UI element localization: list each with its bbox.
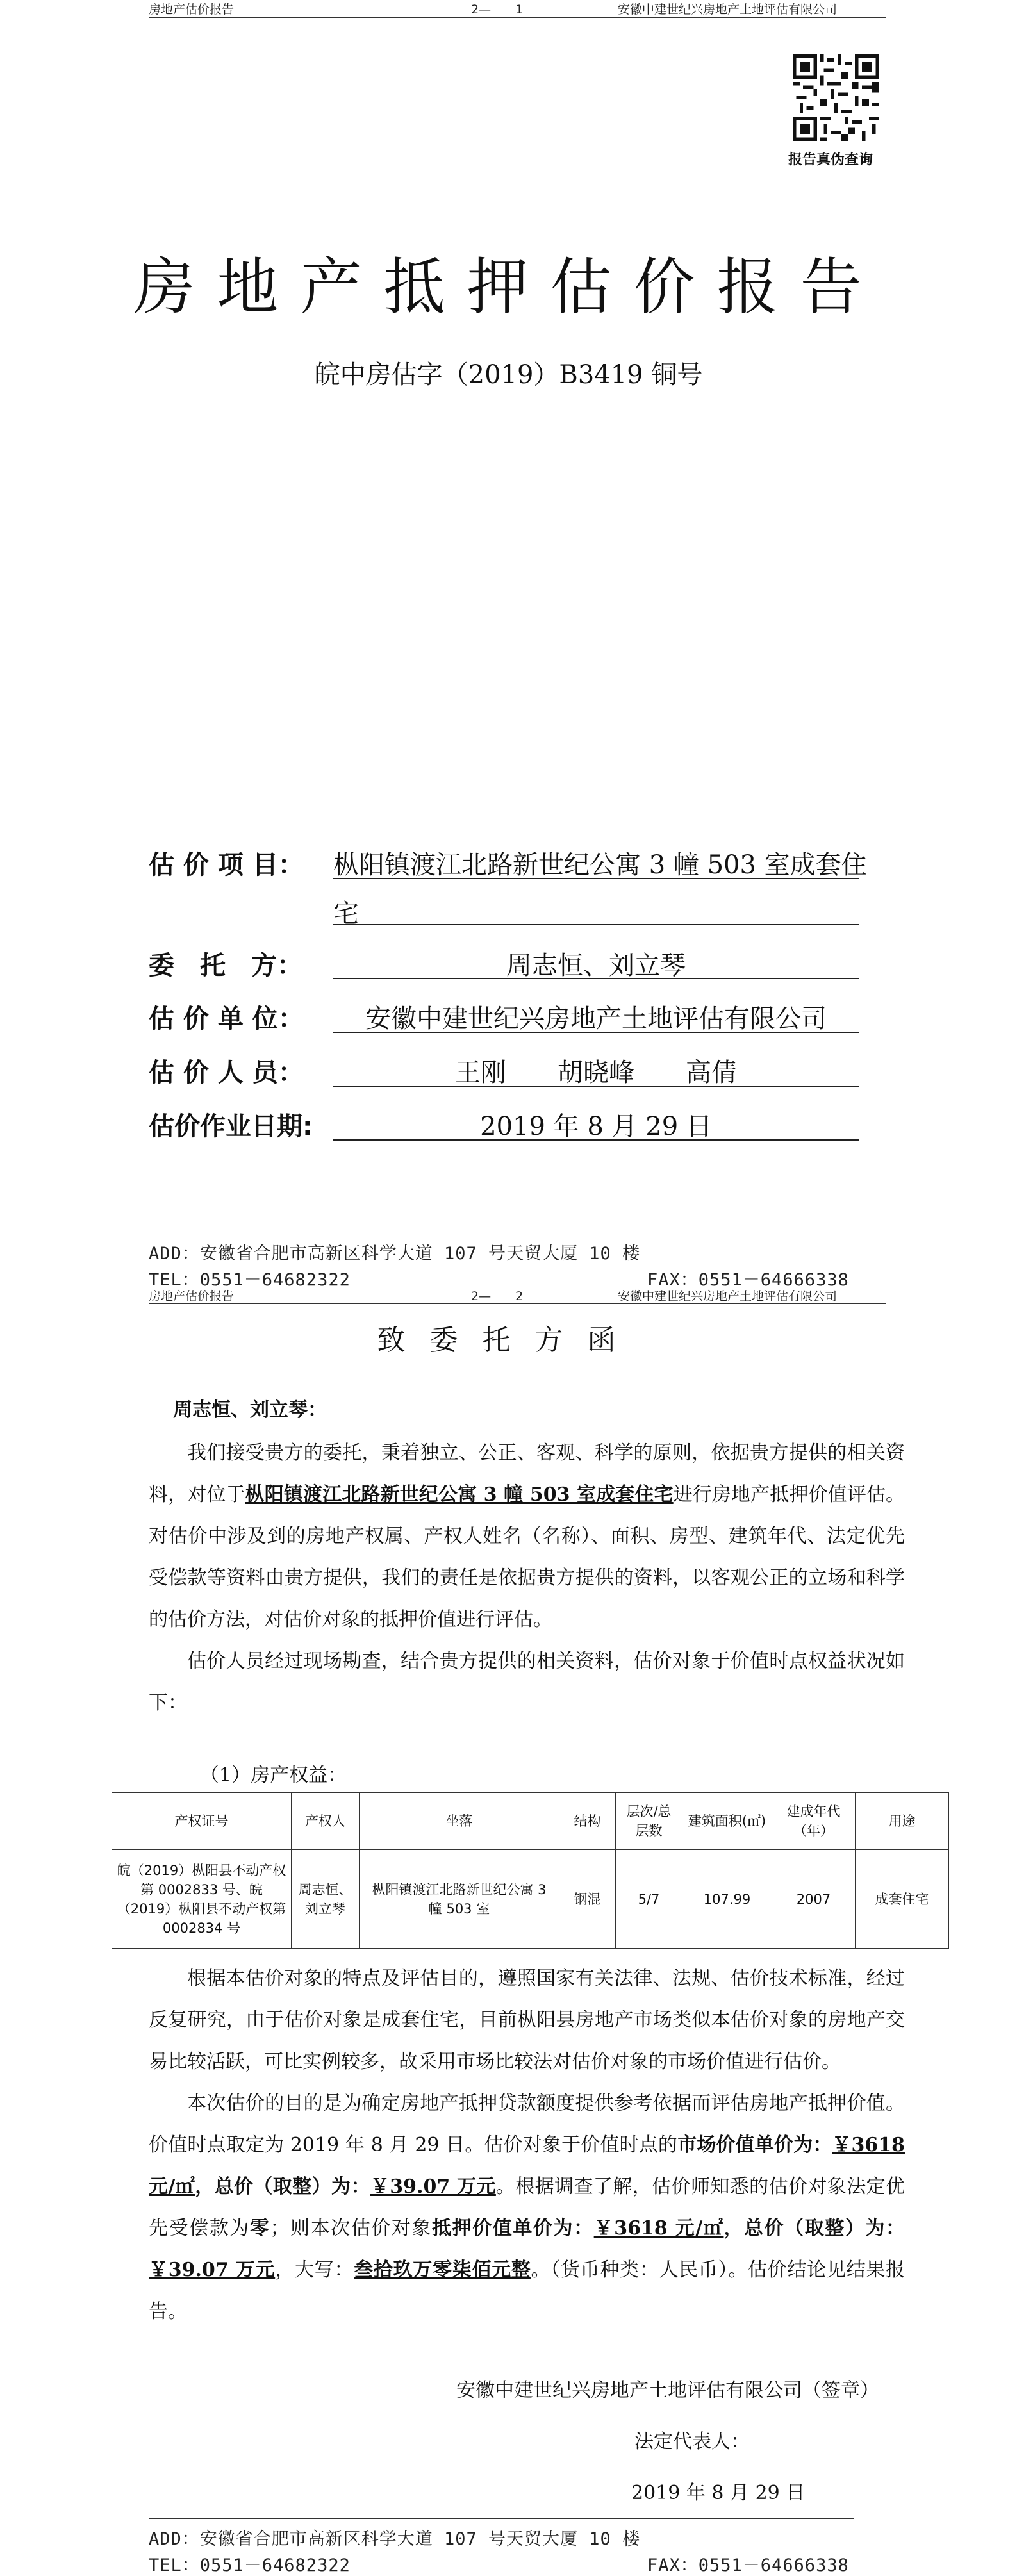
col-location: 坐落 xyxy=(360,1793,559,1850)
col-structure: 结构 xyxy=(559,1793,616,1850)
market-total-price: ￥39.07 万元 xyxy=(370,2176,496,2198)
cell-use: 成套住宅 xyxy=(856,1850,949,1949)
unit-label: 估 价 单 位： xyxy=(149,1004,304,1034)
qr-code-icon xyxy=(793,54,879,141)
page1-footer-address: ADD：安徽省合肥市高新区科学大道 107 号天贸大厦 10 楼 xyxy=(149,1244,641,1264)
qr-caption: 报告真伪查询 xyxy=(788,152,873,168)
property-rights-table xyxy=(112,1792,949,1949)
col-owner: 产权人 xyxy=(292,1793,360,1850)
col-floor: 层次/总层数 xyxy=(616,1793,682,1850)
signature-date: 2019 年 8 月 29 日 xyxy=(631,2482,806,2504)
cell-location: 枞阳镇渡江北路新世纪公寓 3 幢 503 室 xyxy=(360,1850,559,1949)
cell-area: 107.99 xyxy=(682,1850,772,1949)
page1-header-left: 房地产估价报告 xyxy=(149,3,235,17)
client-value: 周志恒、刘立琴 xyxy=(506,951,686,980)
page1-header-right: 安徽中建世纪兴房地产土地评估有限公司 xyxy=(618,3,838,17)
paragraph-2: 估价人员经过现场勘查，结合贵方提供的相关资料，估价对象于价值时点权益状况如下： xyxy=(149,1650,905,1714)
appraiser-underline xyxy=(333,1086,859,1087)
client-underline xyxy=(333,978,859,979)
paragraph-3: 根据本估价对象的特点及评估目的，遵照国家有关法律、法规、估价技术标准，经过反复研究，由于估价对象是成套住宅，目前枞阳县房地产市场类似本估价对象的房地产交易比较活跃，可比实例较多，故采用市场比较法对估价对象的市场价值进行估价。 xyxy=(149,1967,905,2073)
mortgage-total-price: ￥39.07 万元 xyxy=(149,2259,276,2281)
appraiser-label: 估 价 人 员： xyxy=(149,1058,304,1087)
signature-company: 安徽中建世纪兴房地产土地评估有限公司（签章） xyxy=(456,2379,879,2402)
market-unit-price: ￥3618 元/㎡ xyxy=(149,2134,905,2198)
project-label: 估 价 项 目： xyxy=(149,850,304,880)
date-underline xyxy=(333,1139,859,1141)
page2-header-left: 房地产估价报告 xyxy=(149,1289,235,1303)
col-area: 建筑面积(㎡) xyxy=(682,1793,772,1850)
unit-underline xyxy=(333,1032,859,1033)
col-use: 用途 xyxy=(856,1793,949,1850)
table-row xyxy=(112,1850,949,1949)
appraiser-value: 王刚 胡晓峰 高倩 xyxy=(455,1058,737,1087)
project-underline-1 xyxy=(333,878,859,879)
letter-body-part2 xyxy=(149,1958,905,2332)
paragraph-4: 本次估价的目的是为确定房地产抵押贷款额度提供参考依据而评估房地产抵押价值。价值时点取定为 2019 年 8 月 29 日。估价对象于价值时点的市场价值单价为：￥3618 元/㎡，总价（取整）为：￥39.07 万元。根据调查了解，估价师知悉的估价对象法定优先受偿款为零；则本次估价对象抵押价值单价为：￥3618 元/㎡，总价（取整）为：￥39.07 万元，大写：叁拾玖万零柒佰元整。（货币种类：人民币）。估价结论见结果报告。 xyxy=(149,2092,905,2323)
letter-title: 致委托方函 xyxy=(377,1324,640,1357)
page2-header-right: 安徽中建世纪兴房地产土地评估有限公司 xyxy=(618,1289,838,1303)
cell-structure: 钢混 xyxy=(559,1850,616,1949)
page1-header-page-number: 2— 1 xyxy=(471,3,524,17)
page2-footer-fax: FAX：0551－64666338 xyxy=(647,2555,849,2575)
paragraph-1: 我们接受贵方的委托，秉着独立、公正、客观、科学的原则，依据贵方提供的相关资料，对位于枞阳镇渡江北路新世纪公寓 3 幢 503 室成套住宅进行房地产抵押价值评估。对估价中涉及到的房地产权属、产权人姓名（名称）、面积、房型、建筑年代、法定优先受偿款等资料由贵方提供，我们的责任是依据贵方提供的资料，以客观公正的立场和科学的估价方法，对估价对象的抵押价值进行评估。 xyxy=(149,1442,905,1631)
amount-in-words: 叁拾玖万零柒佰元整 xyxy=(354,2259,531,2281)
page2-header-page-number: 2— 2 xyxy=(471,1289,524,1303)
cell-floor: 5/7 xyxy=(616,1850,682,1949)
project-value-line2: 宅 xyxy=(333,899,359,929)
date-label: 估价作业日期: xyxy=(149,1112,313,1141)
col-year: 建成年代（年） xyxy=(772,1793,856,1850)
signature-representative: 法定代表人： xyxy=(634,2431,750,2453)
cell-cert: 皖（2019）枞阳县不动产权第 0002833 号、皖（2019）枞阳县不动产权第 0002834 号 xyxy=(112,1850,292,1949)
page2-footer-address: ADD：安徽省合肥市高新区科学大道 107 号天贸大厦 10 楼 xyxy=(149,2529,641,2549)
property-address: 枞阳镇渡江北路新世纪公寓 3 幢 503 室成套住宅 xyxy=(245,1483,674,1506)
document-number: 皖中房估字（2019）B3419 铜号 xyxy=(314,360,703,390)
page1-footer-fax: FAX：0551－64666338 xyxy=(647,1270,849,1290)
date-value: 2019 年 8 月 29 日 xyxy=(480,1112,712,1141)
page2-footer-rule xyxy=(149,2518,854,2519)
project-underline-2 xyxy=(333,924,859,925)
page2-footer-tel: TEL：0551－64682322 xyxy=(149,2555,351,2575)
unit-value: 安徽中建世纪兴房地产土地评估有限公司 xyxy=(365,1004,827,1034)
page2-header-rule xyxy=(149,1303,886,1304)
table-header-row xyxy=(112,1793,949,1850)
rights-caption: （1）房产权益： xyxy=(200,1764,347,1787)
col-cert: 产权证号 xyxy=(112,1793,292,1850)
cell-owner: 周志恒、刘立琴 xyxy=(292,1850,360,1949)
cell-year: 2007 xyxy=(772,1850,856,1949)
page1-footer-tel: TEL：0551－64682322 xyxy=(149,1270,351,1290)
client-label: 委 托 方： xyxy=(149,951,302,980)
salutation: 周志恒、刘立琴： xyxy=(173,1399,327,1421)
letter-body-part1 xyxy=(149,1432,905,1724)
report-title: 房地产抵押估价报告 xyxy=(133,251,884,323)
mortgage-unit-price: ￥3618 元/㎡ xyxy=(593,2217,724,2240)
page1-header-rule xyxy=(149,17,886,18)
project-value-line1: 枞阳镇渡江北路新世纪公寓 3 幢 503 室成套住 xyxy=(333,850,867,880)
